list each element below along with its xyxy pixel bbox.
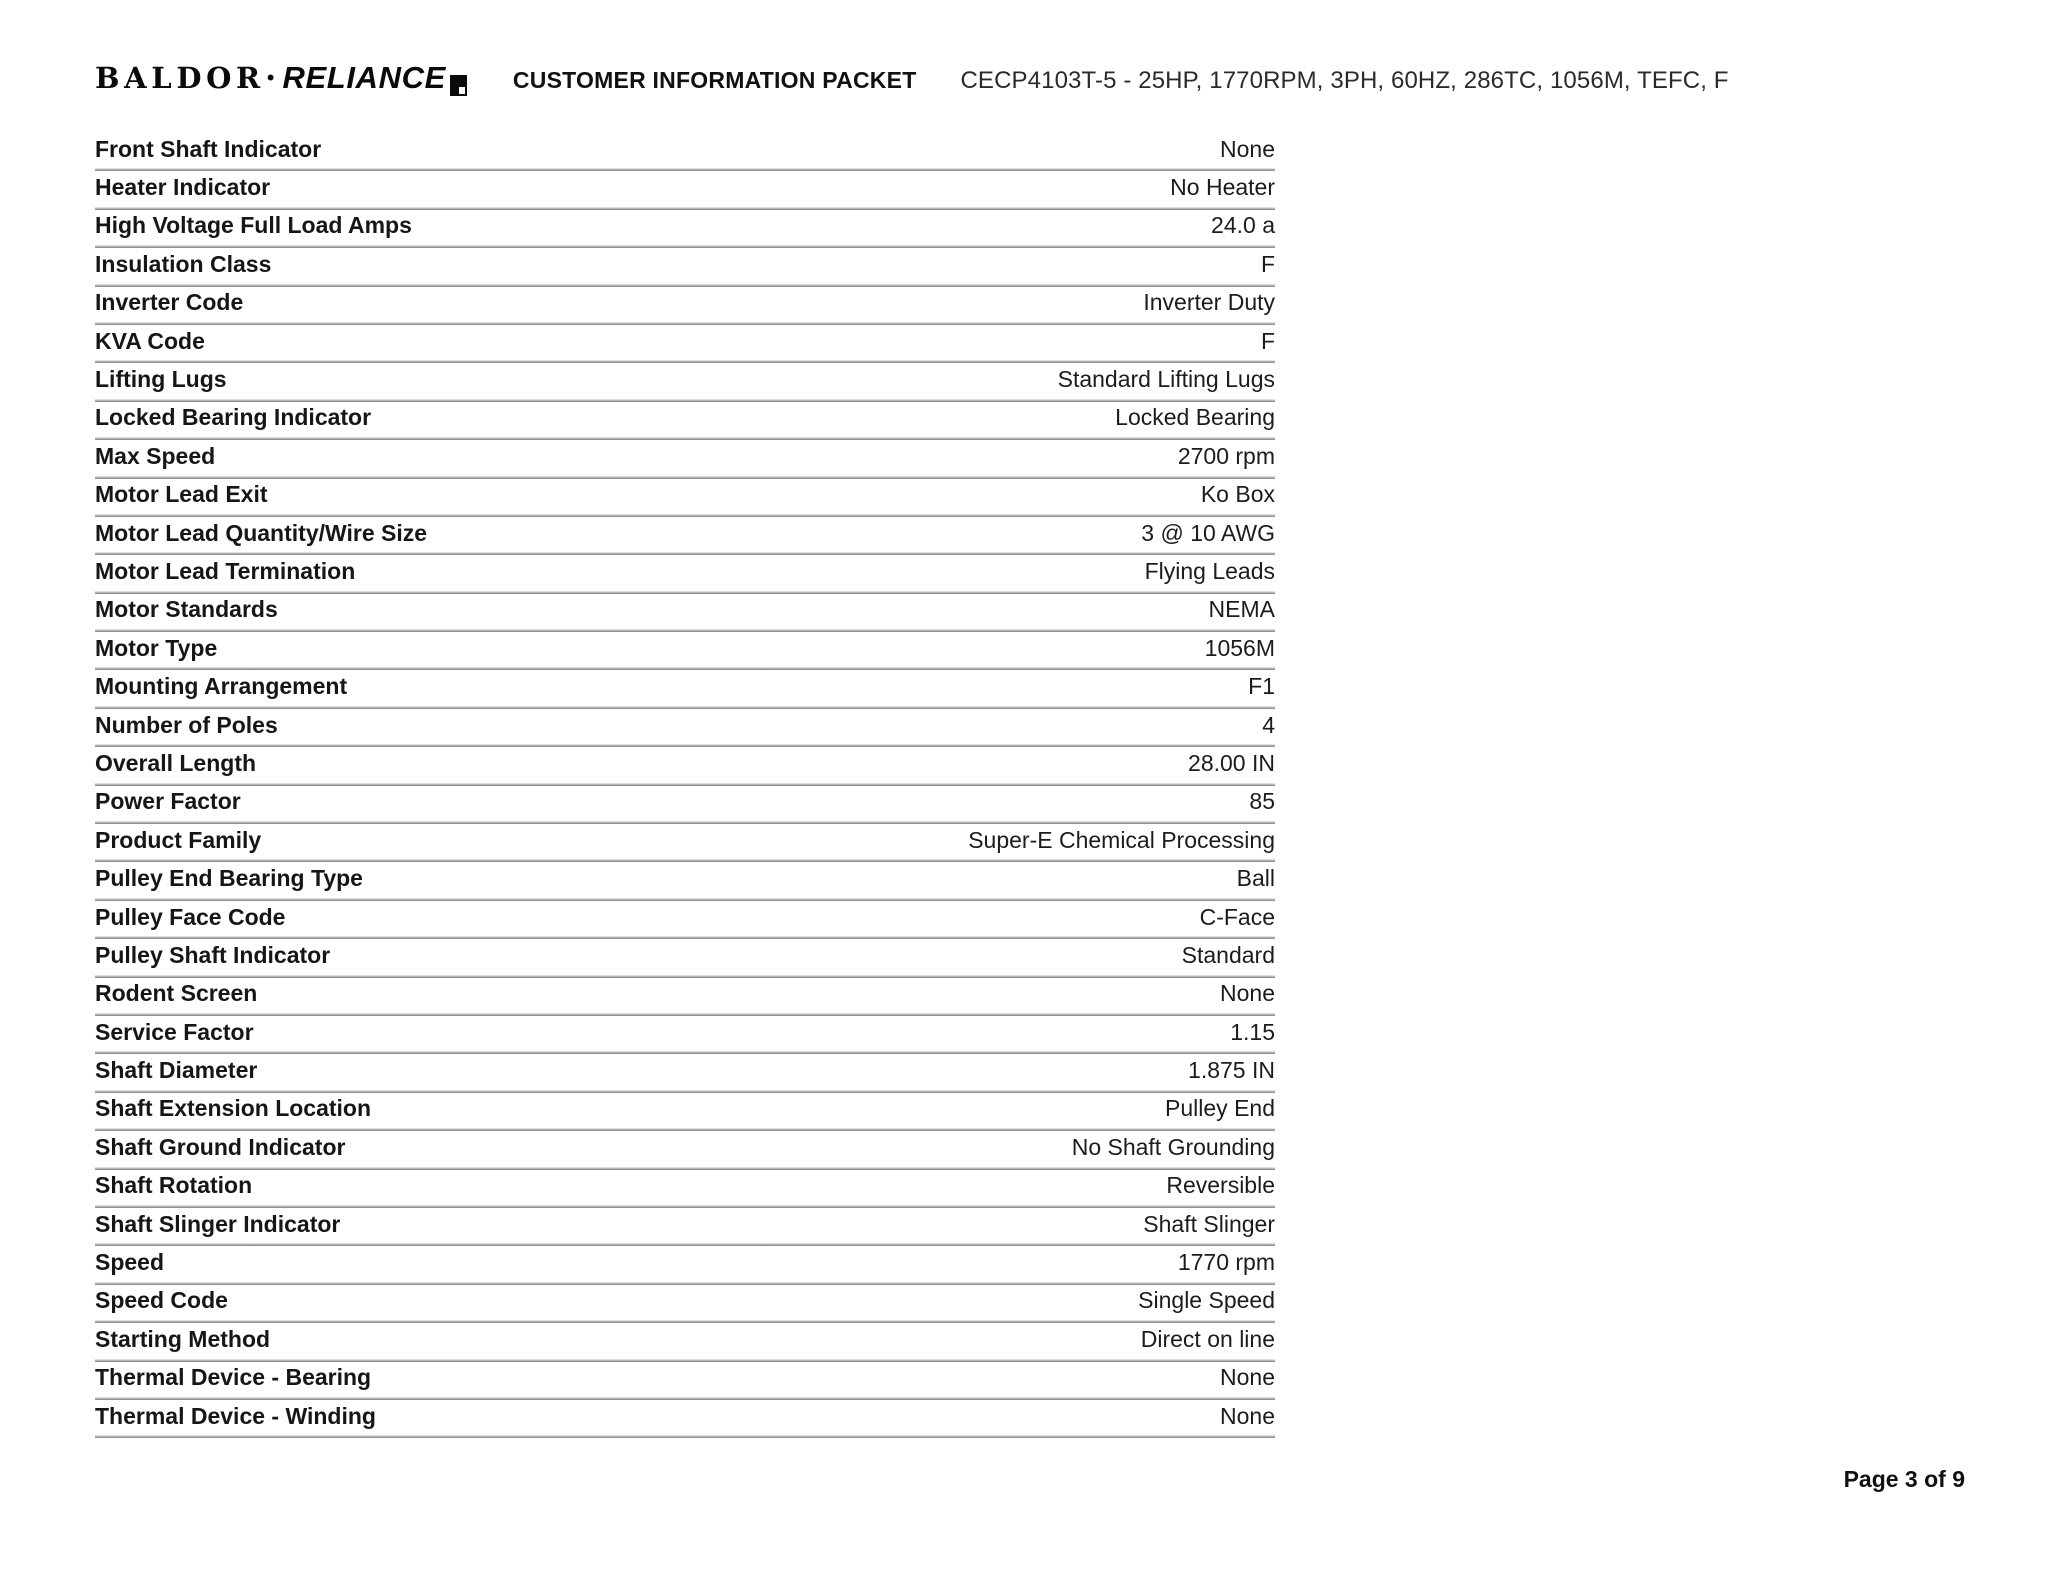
spec-row [95,901,1275,939]
spec-label: Lifting Lugs [95,366,227,393]
spec-table [95,133,1275,1438]
spec-value: Single Speed [1138,1287,1275,1314]
spec-row [95,1208,1275,1246]
spec-row [95,555,1275,593]
spec-value: Reversible [1166,1172,1275,1199]
spec-label: Front Shaft Indicator [95,135,322,162]
spec-value: None [1220,135,1275,162]
spec-label: Shaft Slinger Indicator [95,1210,341,1237]
spec-row [95,1246,1275,1284]
spec-label: Number of Poles [95,711,278,738]
spec-label: Speed Code [95,1287,228,1314]
logo-reliance-text: RELIANCE [282,60,446,95]
spec-row [95,670,1275,708]
spec-label: Motor Lead Termination [95,557,356,584]
spec-row [95,1400,1275,1438]
spec-value: 1056M [1204,634,1275,661]
spec-row [95,402,1275,440]
spec-label: Inverter Code [95,289,244,316]
spec-value: NEMA [1208,596,1275,623]
spec-label: Starting Method [95,1325,271,1352]
spec-value: 24.0 a [1211,212,1275,239]
spec-label: Pulley Face Code [95,903,286,930]
spec-label: Product Family [95,826,262,853]
document-title: CUSTOMER INFORMATION PACKET [512,67,917,93]
spec-value: Standard Lifting Lugs [1057,366,1275,393]
spec-row [95,978,1275,1016]
spec-label: KVA Code [95,327,205,354]
spec-label: Shaft Diameter [95,1057,258,1084]
spec-row [95,1131,1275,1169]
spec-value: Pulley End [1165,1095,1275,1122]
spec-value: Direct on line [1140,1325,1275,1352]
spec-row [95,632,1275,670]
spec-row [95,210,1275,248]
spec-label: Motor Standards [95,596,278,623]
spec-label: Mounting Arrangement [95,673,348,700]
spec-label: Overall Length [95,749,257,776]
spec-label: Power Factor [95,788,241,815]
spec-value: Super-E Chemical Processing [968,826,1275,853]
page-header [95,60,1988,96]
spec-value: None [1220,980,1275,1007]
spec-value: F [1260,327,1275,354]
spec-row [95,1362,1275,1400]
spec-row [95,747,1275,785]
spec-value: F1 [1248,673,1275,700]
baldor-reliance-logo [95,60,467,96]
spec-label: Pulley Shaft Indicator [95,941,331,968]
spec-value: C-Face [1199,903,1275,930]
spec-value: Inverter Duty [1143,289,1275,316]
spec-value: None [1220,1364,1275,1391]
spec-value: 1770 rpm [1177,1249,1275,1276]
spec-value: No Heater [1170,174,1275,201]
spec-row [95,939,1275,977]
spec-row [95,1093,1275,1131]
spec-row [95,709,1275,747]
spec-label: Service Factor [95,1018,254,1045]
spec-label: Rodent Screen [95,980,258,1007]
spec-label: Motor Lead Quantity/Wire Size [95,519,428,546]
registered-trademark-icon [450,75,467,96]
spec-value: None [1220,1402,1275,1429]
spec-label: Insulation Class [95,250,272,277]
spec-value: 28.00 IN [1188,749,1275,776]
spec-label: Thermal Device - Bearing [95,1364,372,1391]
spec-row [95,171,1275,209]
spec-label: Speed [95,1249,165,1276]
spec-label: Shaft Ground Indicator [95,1133,346,1160]
spec-label: Motor Type [95,634,218,661]
page-number: Page 3 of 9 [1843,1466,1965,1492]
spec-row [95,248,1275,286]
spec-label: Heater Indicator [95,174,271,201]
spec-row [95,440,1275,478]
spec-row [95,479,1275,517]
spec-row [95,287,1275,325]
spec-row [95,1170,1275,1208]
spec-row [95,363,1275,401]
spec-label: Thermal Device - Winding [95,1402,376,1429]
spec-row [95,594,1275,632]
spec-label: Pulley End Bearing Type [95,865,363,892]
spec-label: Locked Bearing Indicator [95,404,372,431]
spec-value: Shaft Slinger [1143,1210,1275,1237]
spec-value: 85 [1249,788,1275,815]
spec-row [95,786,1275,824]
spec-row [95,517,1275,555]
spec-row [95,1054,1275,1092]
spec-row [95,824,1275,862]
logo-baldor-text: BALDOR [95,61,265,95]
spec-row [95,1285,1275,1323]
catalog-spec-line: CECP4103T-5 - 25HP, 1770RPM, 3PH, 60HZ, 286TC, 1056M, TEFC, F [960,67,1729,94]
spec-value: 4 [1262,711,1275,738]
spec-value: 1.15 [1230,1018,1275,1045]
spec-value: 1.875 IN [1188,1057,1275,1084]
spec-row [95,133,1275,171]
spec-label: Shaft Rotation [95,1172,253,1199]
spec-label: High Voltage Full Load Amps [95,212,412,239]
spec-row [95,1016,1275,1054]
spec-value: Flying Leads [1144,557,1275,584]
spec-row [95,862,1275,900]
logo-dot-icon: • [266,65,275,90]
spec-value: 3 @ 10 AWG [1141,519,1275,546]
spec-value: Ko Box [1200,481,1275,508]
spec-label: Motor Lead Exit [95,481,268,508]
spec-value: Standard [1181,941,1275,968]
spec-value: Locked Bearing [1115,404,1275,431]
spec-value: 2700 rpm [1177,442,1275,469]
spec-row [95,325,1275,363]
spec-value: Ball [1236,865,1275,892]
spec-row [95,1323,1275,1361]
spec-label: Max Speed [95,442,216,469]
spec-value: No Shaft Grounding [1071,1133,1275,1160]
spec-value: F [1260,250,1275,277]
spec-label: Shaft Extension Location [95,1095,372,1122]
